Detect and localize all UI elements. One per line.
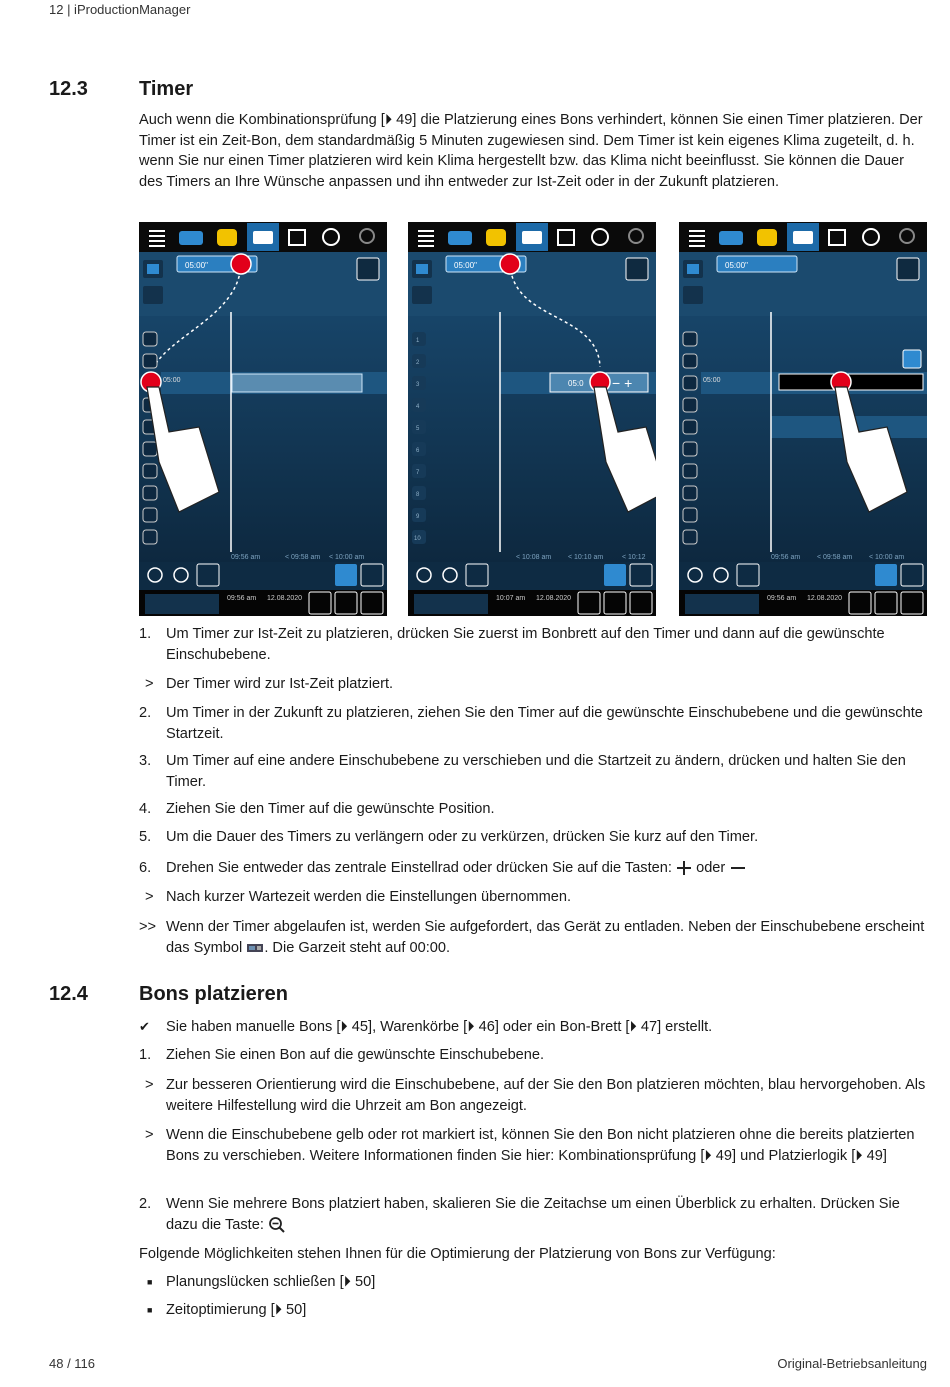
svg-text:< 10:00 am: < 10:00 am	[869, 554, 905, 561]
bullet-item: ■ Planungslücken schließen [⏵ 50]	[139, 1272, 929, 1293]
svg-text:< 09:58 am: < 09:58 am	[817, 554, 853, 561]
svg-text:< 10:00 am: < 10:00 am	[329, 554, 365, 561]
svg-text:< 09:58 am: < 09:58 am	[285, 554, 321, 561]
svg-text:05:00'': 05:00''	[725, 261, 749, 270]
svg-text:6: 6	[416, 448, 420, 454]
kitchen-icon	[719, 231, 743, 245]
unload-icon	[246, 942, 264, 954]
svg-text:05:00'': 05:00''	[185, 261, 209, 270]
result-item: > Der Timer wird zur Ist-Zeit platziert.	[145, 676, 394, 692]
plus-icon	[676, 860, 692, 876]
link-planungsluecken: Planungslücken schließen [⏵ 50]	[166, 1274, 376, 1290]
section-title: Bons platzieren	[139, 983, 288, 1005]
svg-text:05:00'': 05:00''	[454, 261, 478, 270]
svg-text:09:56 am: 09:56 am	[771, 554, 801, 561]
step-item: 6. Drehen Sie entweder das zentrale Einstellrad oder drücken Sie auf die Tasten: oder	[139, 858, 929, 879]
svg-text:7: 7	[416, 470, 420, 476]
step-item: 3. Um Timer auf eine andere Einschubebene zu verschieben und die Startzeit zu ändern, drücken und halten Sie den Timer.	[139, 753, 906, 790]
board-icon	[253, 231, 273, 244]
page-number: 48 / 116	[49, 1356, 96, 1371]
chef-hat-icon	[486, 229, 506, 246]
move-icon	[903, 350, 921, 368]
kitchen-icon	[448, 231, 472, 245]
link-zeitoptimierung: Zeitoptimierung [⏵ 50]	[166, 1302, 307, 1318]
final-result-item: >> Wenn der Timer abgelaufen ist, werden Sie aufgefordert, das Gerät zu entladen. Neben der Einschubebene erscheint das Symbol . Die Garzeit steht auf 00:00.	[139, 919, 925, 956]
screenshot-place-future	[408, 222, 656, 616]
step-item: 2. Wenn Sie mehrere Bons platziert haben, skalieren Sie die Zeitachse um einen Überblick zu erhalten. Drücken Sie dazu die Taste:	[139, 1196, 900, 1233]
step-item: 4. Ziehen Sie den Timer auf die gewünschte Position.	[139, 801, 495, 817]
svg-text:10:07 am: 10:07 am	[496, 595, 526, 602]
svg-text:05:00: 05:00	[163, 377, 181, 384]
svg-text:12.08.2020: 12.08.2020	[536, 595, 572, 602]
svg-text:9: 9	[416, 514, 420, 520]
chef-hat-icon	[757, 229, 777, 246]
svg-text:< 10:10 am: < 10:10 am	[568, 554, 604, 561]
svg-text:12.08.2020: 12.08.2020	[807, 595, 843, 602]
svg-text:3: 3	[416, 382, 420, 388]
svg-text:8: 8	[416, 492, 420, 498]
svg-text:4: 4	[416, 404, 420, 410]
result-item: > Nach kurzer Wartezeit werden die Einstellungen übernommen.	[145, 889, 572, 905]
kitchen-icon	[179, 231, 203, 245]
screenshot-place-now	[139, 222, 387, 616]
touch-point-icon	[500, 254, 520, 274]
optimization-intro: Folgende Möglichkeiten stehen Ihnen für die Optimierung der Platzierung von Bons zur Verfügung:	[139, 1246, 776, 1262]
svg-text:09:56 am: 09:56 am	[231, 554, 261, 561]
svg-text:12.08.2020: 12.08.2020	[267, 595, 303, 602]
screenshot-move-timer	[679, 222, 927, 616]
footer-title: Original-Betriebsanleitung	[777, 1356, 927, 1371]
zoom-out-icon	[268, 1216, 286, 1234]
svg-text:2: 2	[416, 360, 420, 366]
result-item: > Wenn die Einschubebene gelb oder rot markiert ist, können Sie den Bon nicht platzieren ohne die bereits platzierten Bons zu verschieben. Weitere Informationen finden Sie hier: Kombinationsprüfung [⏵ 49] und Platzierlogik [⏵ 49]	[145, 1127, 915, 1164]
svg-text:10: 10	[414, 536, 421, 542]
svg-text:< 10:12: < 10:12	[622, 554, 646, 561]
svg-text:1: 1	[416, 338, 420, 344]
svg-text:5: 5	[416, 426, 420, 432]
minus-icon	[729, 860, 747, 876]
board-icon	[793, 231, 813, 244]
step-item: 1. Ziehen Sie einen Bon auf die gewünschte Einschubebene.	[139, 1047, 545, 1063]
svg-text:05:0: 05:0	[568, 379, 584, 388]
svg-text:09:56 am: 09:56 am	[227, 595, 257, 602]
touch-point-icon	[231, 254, 251, 274]
prerequisite-item: ✔ Sie haben manuelle Bons [⏵ 45], Warenkörbe [⏵ 46] oder ein Bon-Brett [⏵ 47] erstellt.	[139, 1019, 713, 1035]
step-item: 2. Um Timer in der Zukunft zu platzieren, ziehen Sie den Timer auf die gewünschte Einschubebene und die gewünschte Startzeit.	[139, 705, 923, 742]
svg-text:− +: − +	[612, 375, 633, 391]
chef-hat-icon	[217, 229, 237, 246]
section-title: Timer	[139, 78, 194, 100]
result-item: > Zur besseren Orientierung wird die Einschubebene, auf der Sie den Bon platzieren möchten, blau hervorgehoben. Als weitere Hilfestellung wird die Uhrzeit am Bon angezeigt.	[145, 1077, 926, 1114]
svg-text:< 10:08 am: < 10:08 am	[516, 554, 552, 561]
svg-text:09:56 am: 09:56 am	[767, 595, 797, 602]
board-icon	[522, 231, 542, 244]
running-header: 12 | iProductionManager	[49, 2, 191, 17]
svg-text:05:00: 05:00	[703, 377, 721, 384]
section-number: 12.4	[49, 983, 88, 1005]
intro-paragraph: Auch wenn die Kombinationsprüfung [⏵ 49] die Platzierung eines Bons verhindert, können Sie einen Timer platzieren. Der Timer ist ein Zeit-Bon, dem standardmäßig 5 Minuten zugewiesen sind. Dem Timer ist kein eigenes Klima zugeteilt, d. h. wenn Sie nur einen Timer platzieren wird kein Klima hergestellt bzw. das Klima nicht beeinflusst. Sie können die Dauer des Timers an Ihre Wünsche anpassen und ihn entweder zur Ist-Zeit oder in der Zukunft platzieren.	[139, 112, 923, 190]
step-item: 5. Um die Dauer des Timers zu verlängern oder zu verkürzen, drücken Sie kurz auf den Timer.	[139, 829, 759, 845]
bullet-item: ■ Zeitoptimierung [⏵ 50]	[139, 1300, 929, 1321]
section-number: 12.3	[49, 78, 88, 100]
step-item: 1. Um Timer zur Ist-Zeit zu platzieren, drücken Sie zuerst im Bonbrett auf den Timer und dann auf die gewünschte Einschubebene.	[139, 626, 885, 663]
